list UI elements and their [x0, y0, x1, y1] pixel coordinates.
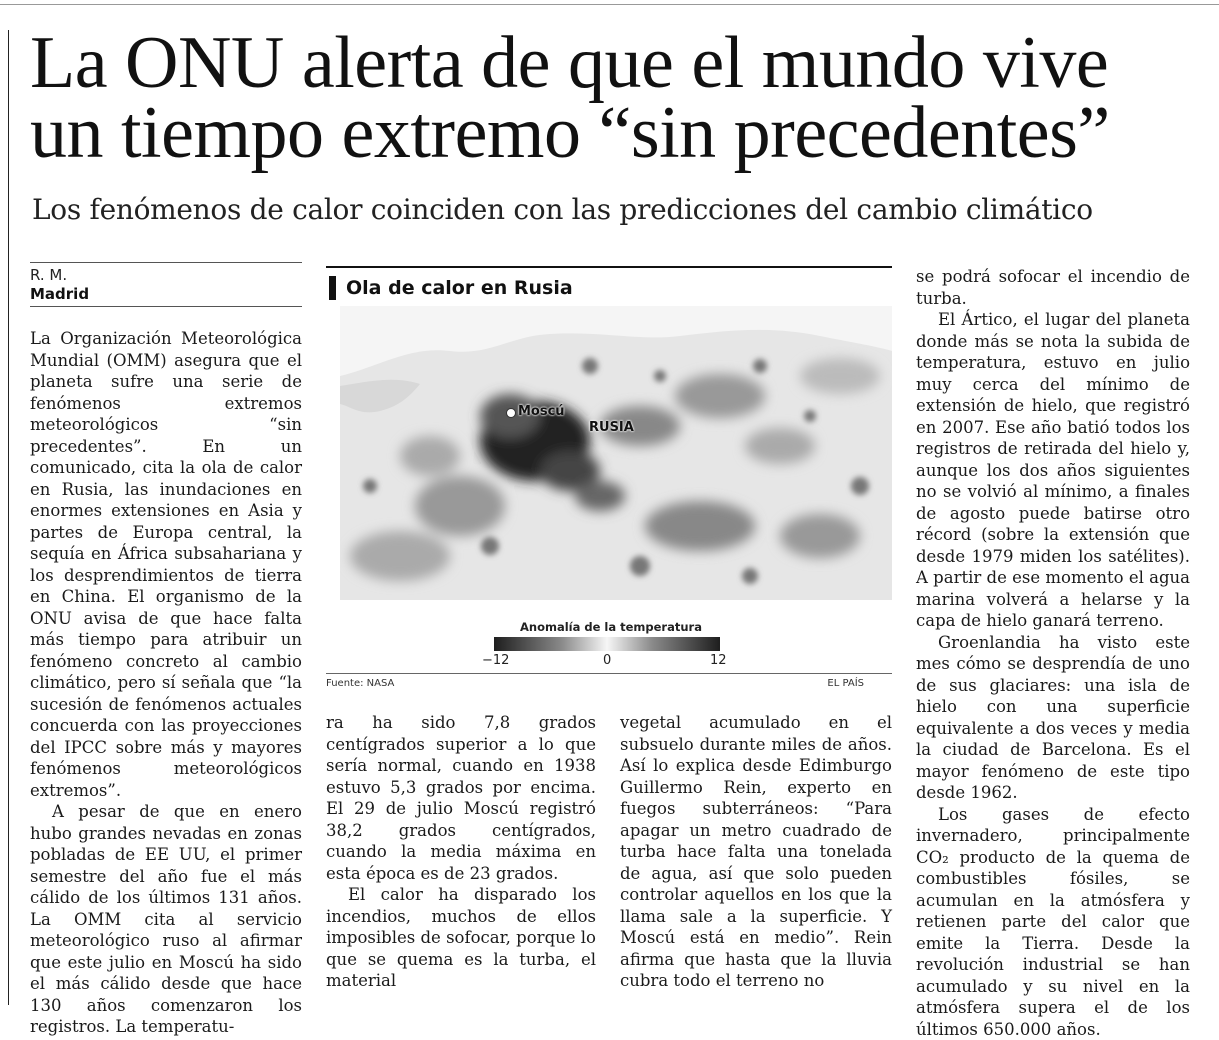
graphic-top-rule: [326, 266, 892, 268]
moscow-marker: [506, 408, 516, 418]
map-label-moscow: Moscú: [518, 404, 565, 419]
left-border-rule: [8, 30, 9, 1005]
byline-city: Madrid: [30, 285, 89, 303]
headline-line-1: La ONU alerta de que el mundo vive: [30, 22, 1108, 104]
paragraph: ra ha sido 7,8 grados centígrados superior a lo que sería normal, cuando en 1938 estuvo 5,3 grados por encima. El 29 de julio Moscú registró 38,2 grados centígrados, cuando la media máxima en esta época es de 23 grados.: [326, 712, 596, 884]
byline-author: R. M.: [30, 266, 67, 284]
graphic-credit: EL PAÍS: [827, 678, 864, 689]
legend-color-scale: [494, 637, 720, 651]
headline-line-2: un tiempo extremo “sin precedentes”: [30, 92, 1110, 174]
byline-bottom-rule: [30, 306, 302, 307]
legend-mid-label: 0: [603, 653, 611, 668]
graphic-bottom-rule: [326, 673, 892, 674]
paragraph: se podrá sofocar el incendio de turba.: [916, 266, 1190, 309]
graphic-title: Ola de calor en Rusia: [346, 277, 573, 299]
paragraph: El Ártico, el lugar del planeta donde más se nota la subida de temperatura, estuvo en julio muy cerca del mínimo de extensión de hielo, que registró en 2007. Ese año batió todos los registros de retirada del hielo y, aunque los dos años siguientes no se volvió al mínimo, a finales de agosto puede batirse otro récord (sobre la extensión que desde 1979 miden los satélites). A partir de ese momento el agua marina volverá a helarse y la capa de hielo ganará terreno.: [916, 309, 1190, 632]
map-image: [340, 306, 892, 600]
byline-top-rule: [30, 262, 302, 263]
article-column-1: [30, 328, 302, 1038]
headline: [30, 28, 1210, 168]
map-label-russia: RUSIA: [589, 420, 634, 435]
paragraph: Groenlandia ha visto este mes cómo se desprendía de uno de sus glaciares: una isla de hielo con una superficie equivalente a dos veces y media la ciudad de Barcelona. Es el mayor fenómeno de este tipo desde 1962.: [916, 632, 1190, 804]
top-rule: [0, 4, 1219, 5]
heatwave-graphic: [326, 266, 892, 706]
graphic-source: Fuente: NASA: [326, 678, 394, 689]
legend-title: Anomalía de la temperatura: [520, 620, 702, 634]
paragraph: A pesar de que en enero hubo grandes nevadas en zonas pobladas de EE UU, el primer semestre del año fue el más cálido de los últimos 131 años. La OMM cita al servicio meteorológico ruso al afirmar que este julio en Moscú ha sido el más cálido desde que hace 130 años comenzaron los registros. La temperatu-: [30, 801, 302, 1038]
paragraph: Los gases de efecto invernadero, principalmente CO₂ producto de la quema de combustibles fósiles, se acumulan en la atmósfera y retienen parte del calor que emite la Tierra. Desde la revolución industrial se han acumulado y su nivel en la atmósfera supera el de los últimos 650.000 años.: [916, 804, 1190, 1040]
graphic-title-marker: [329, 276, 336, 300]
paragraph: vegetal acumulado en el subsuelo durante miles de años. Así lo explica desde Edimburgo Guillermo Rein, experto en fuegos subterráneos: “Para apagar un metro cuadrado de turba hace falta una tonelada de agua, así que solo pueden controlar aquellos en los que la llama sale a la superficie. Y Moscú está en medio”. Rein afirma que hasta que la lluvia cubra todo el terreno no: [620, 712, 892, 992]
legend-min-label: −12: [482, 653, 509, 668]
article-column-4: [916, 266, 1190, 1040]
temperature-anomaly-map: [340, 306, 892, 600]
legend-max-label: 12: [710, 653, 727, 668]
article-column-3: [620, 712, 892, 992]
paragraph: La Organización Meteorológica Mundial (OMM) asegura que el planeta sufre una serie de fenómenos extremos meteorológicos “sin precedentes”. En un comunicado, cita la ola de calor en Rusia, las inundaciones en enormes extensiones en Asia y partes de Europa central, la sequía en África subsahariana y los desprendimientos de tierra en China. El organismo de la ONU avisa de que hace falta más tiempo para atribuir un fenómeno concreto al cambio climático, pero sí señala que “la sucesión de fenómenos actuales concuerda con las proyecciones del IPCC sobre más y mayores fenómenos meteorológicos extremos”.: [30, 328, 302, 801]
article-column-2: [326, 712, 596, 992]
subheadline: Los fenómenos de calor coinciden con las predicciones del cambio climático: [32, 190, 1212, 230]
paragraph: El calor ha disparado los incendios, muchos de ellos imposibles de sofocar, porque lo que se quema es la turba, el material: [326, 884, 596, 992]
